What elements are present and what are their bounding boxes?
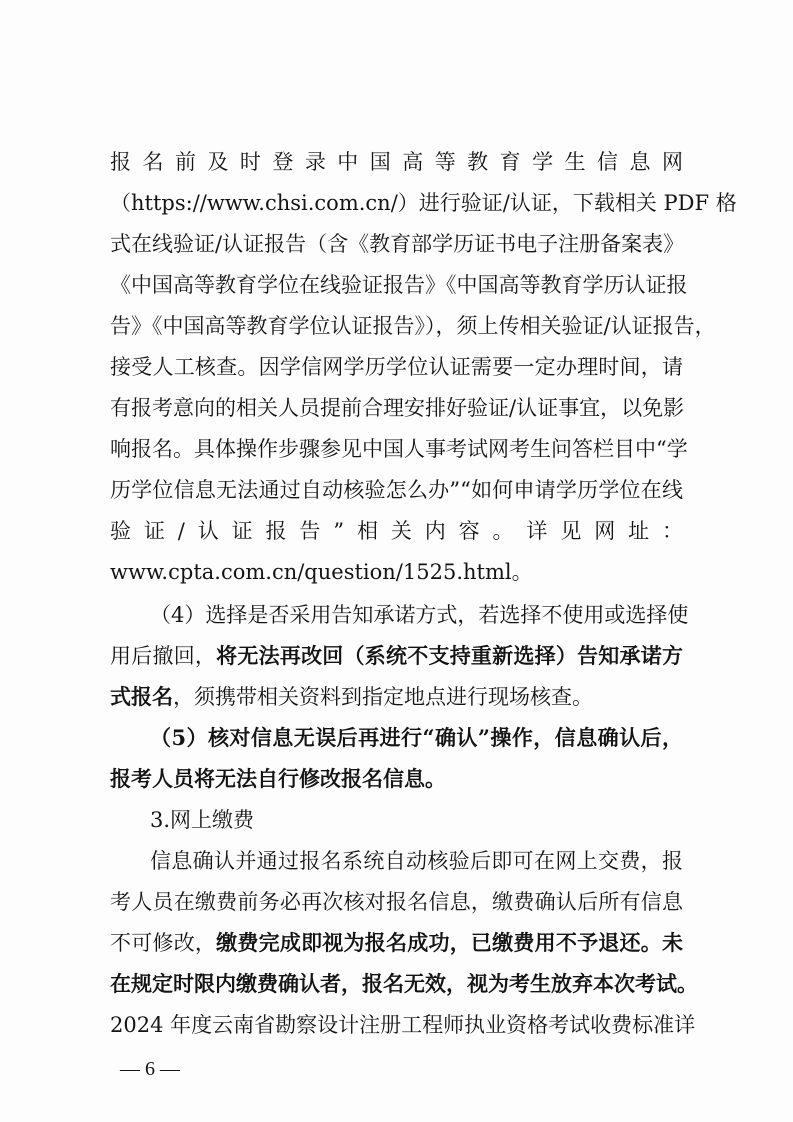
section-heading: 3.网上缴费 [150,808,255,832]
page-number: — 6 — [120,1058,180,1080]
text-line: 考人员在缴费前务必再次核对报名信息，缴费确认后所有信息 [110,890,683,914]
text-line-bold: 报考人员将无法自行修改报名信息。 [110,766,446,791]
text-line: 报名前及时登录中国高等教育学生信息网 [110,150,683,174]
text-line [110,682,593,712]
text-line-bold: （5）核对信息无误后再进行“确认”操作，信息确认后， [150,725,683,750]
text-emphasis: 式报名 [110,684,173,709]
text-line: 告》《中国高等教育学位认证报告》），须上传相关验证/认证报告， [110,314,716,338]
text-line [110,641,683,671]
text-line: 有报考意向的相关人员提前合理安排好验证/认证事宜，以免影 [110,396,685,420]
text-line: 式在线验证/认证报告（含《教育部学历证书电子注册备案表》 [110,232,685,256]
text-line: 响报名。具体操作步骤参见中国人事考试网考生问答栏目中“学 [110,437,688,461]
text-normal: ，须携带相关资料到指定地点进行现场核查。 [173,685,593,709]
text-emphasis: 将无法再改回（系统不支持重新选择）告知承诺方 [216,643,684,668]
text-line: （4）选择是否采用告知承诺方式，若选择不使用或选择使 [150,603,689,627]
text-line: 接受人工核查。因学信网学历学位认证需要一定办理时间，请 [110,355,683,379]
text-emphasis: 缴费完成即视为报名成功，已缴费用不予退还。未 [216,930,684,955]
text-line: 《中国高等教育学位在线验证报告》《中国高等教育学历认证报 [110,273,688,297]
url-text: www.cpta.com.cn/question/1525.html。 [110,560,533,584]
text-line: 2024 年度云南省勘察设计注册工程师执业资格考试收费标准详 [110,1013,696,1037]
text-line [110,928,683,958]
text-line-bold: 在规定时限内缴费确认者，报名无效，视为考生放弃本次考试。 [110,971,698,996]
text-line: （https://www.chsi.com.cn/）进行验证/认证，下载相关 PDF 格 [110,191,737,215]
text-normal: 不可修改， [110,931,217,955]
text-normal: 用后撤回， [110,644,217,668]
text-line: 历学位信息无法通过自动核验怎么办”“如何申请学历学位在线 [110,478,683,502]
text-line: 验证/认证报告”相关内容。详见网址： [110,519,683,543]
text-line: 信息确认并通过报名系统自动核验后即可在网上交费，报 [150,849,683,873]
